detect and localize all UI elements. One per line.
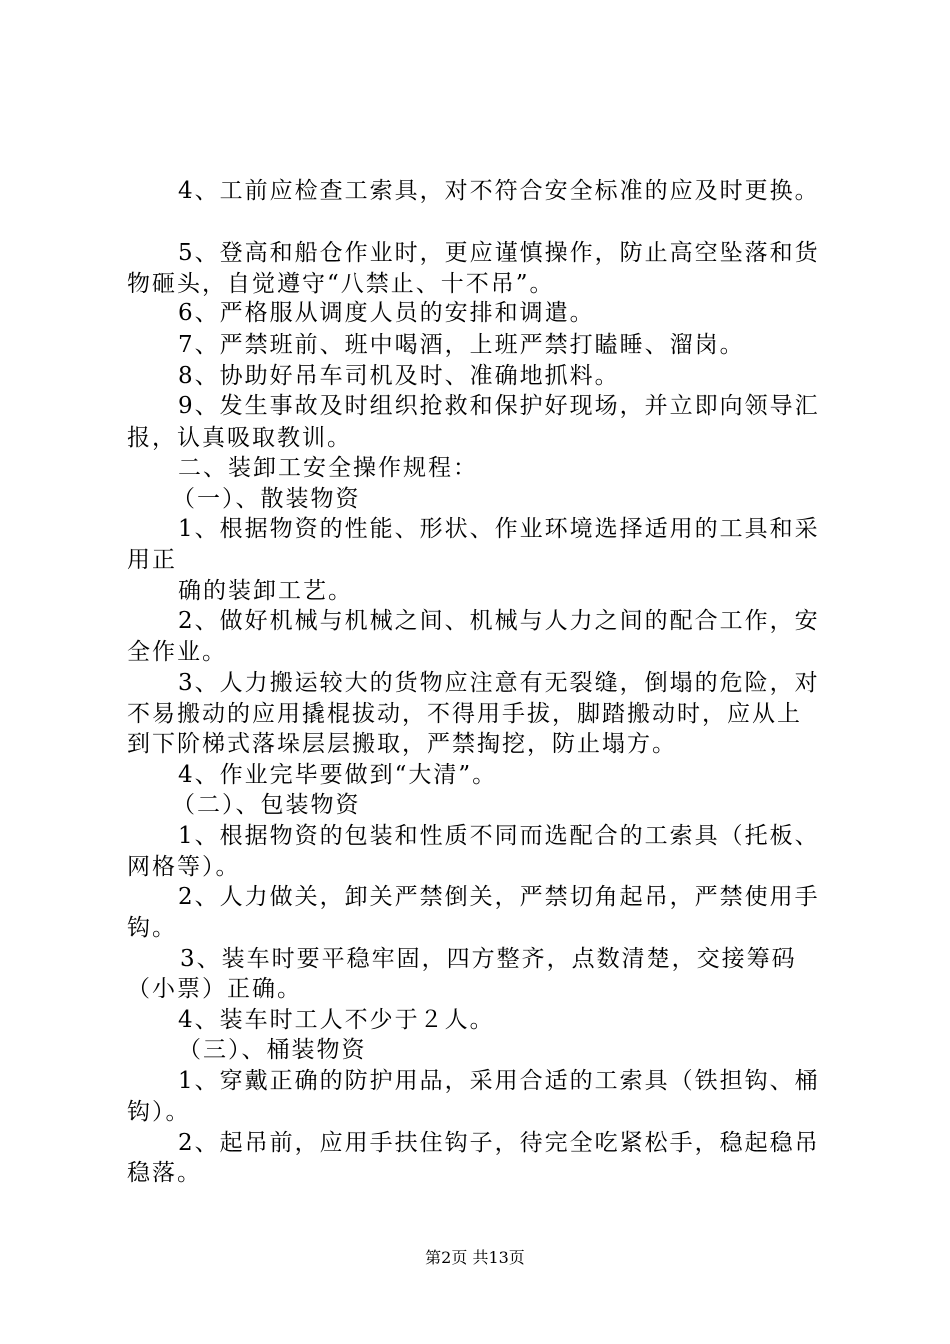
paragraph-line: 8、协助好吊车司机及时、准确地抓料。	[178, 363, 620, 389]
paragraph-line: 报，认真吸取教训。	[127, 425, 352, 451]
paragraph-line: 钩。	[127, 915, 177, 941]
subsection-heading: （一）、散装物资	[172, 486, 361, 512]
paragraph-line: 1、根据物资的性能、形状、作业环境选择适用的工具和采	[178, 516, 820, 542]
paragraph-line: 6、严格服从调度人员的安排和调遣。	[178, 300, 595, 326]
paragraph-line: 钩）。	[127, 1099, 191, 1125]
paragraph-line: 确的装卸工艺。	[178, 578, 353, 604]
paragraph-line: 网格等）。	[127, 854, 241, 880]
paragraph-line: 4、作业完毕要做到“大清”。	[178, 762, 498, 788]
paragraph-line: 用正	[127, 547, 177, 573]
paragraph-line: 稳落。	[127, 1160, 202, 1186]
paragraph-line: 2、做好机械与机械之间、机械与人力之间的配合工作，安	[178, 608, 820, 634]
paragraph-line: 5、登高和船仓作业时，更应谨慎操作，防止高空坠落和货	[178, 240, 820, 266]
page-number-footer: 第2页 共13页	[425, 1248, 525, 1267]
paragraph-line: 2、人力做关，卸关严禁倒关，严禁切角起吊，严禁使用手	[178, 884, 820, 910]
paragraph-line: 7、严禁班前、班中喝酒，上班严禁打瞌睡、溜岗。	[178, 332, 745, 358]
paragraph-line: 9、发生事故及时组织抢救和保护好现场，并立即向领导汇	[178, 393, 820, 419]
paragraph-line: 全作业。	[127, 639, 227, 665]
paragraph-line: 1、穿戴正确的防护用品，采用合适的工索具（铁担钩、桶	[178, 1068, 820, 1094]
paragraph-line: 到下阶梯式落垛层层搬取，严禁掏挖，防止塌方。	[127, 731, 677, 757]
paragraph-line: 2、起吊前，应用手扶住钩子，待完全吃紧松手，稳起稳吊	[178, 1130, 820, 1156]
paragraph-line: （小票）正确。	[127, 976, 302, 1002]
paragraph-line: 4、工前应检查工索具，对不符合安全标准的应及时更换。	[178, 178, 820, 204]
paragraph-line: 不易搬动的应用撬棍拔动，不得用手拔，脚踏搬动时，应从上	[127, 701, 802, 727]
paragraph-line: 1、根据物资的包装和性质不同而选配合的工索具（托板、	[178, 823, 820, 849]
paragraph-line: 4、装车时工人不少于２人。	[178, 1007, 495, 1033]
paragraph-line: 3、人力搬运较大的货物应注意有无裂缝，倒塌的危险，对	[178, 670, 820, 696]
subsection-heading: （三）、桶装物资	[178, 1037, 367, 1063]
paragraph-line: 物砸头，自觉遵守“八禁止、十不吊”。	[127, 271, 555, 297]
section-heading: 二、装卸工安全操作规程：	[178, 455, 478, 481]
subsection-heading: （二）、包装物资	[172, 792, 361, 818]
paragraph-line: 3、装车时要平稳牢固，四方整齐，点数清楚，交接筹码	[180, 946, 797, 972]
